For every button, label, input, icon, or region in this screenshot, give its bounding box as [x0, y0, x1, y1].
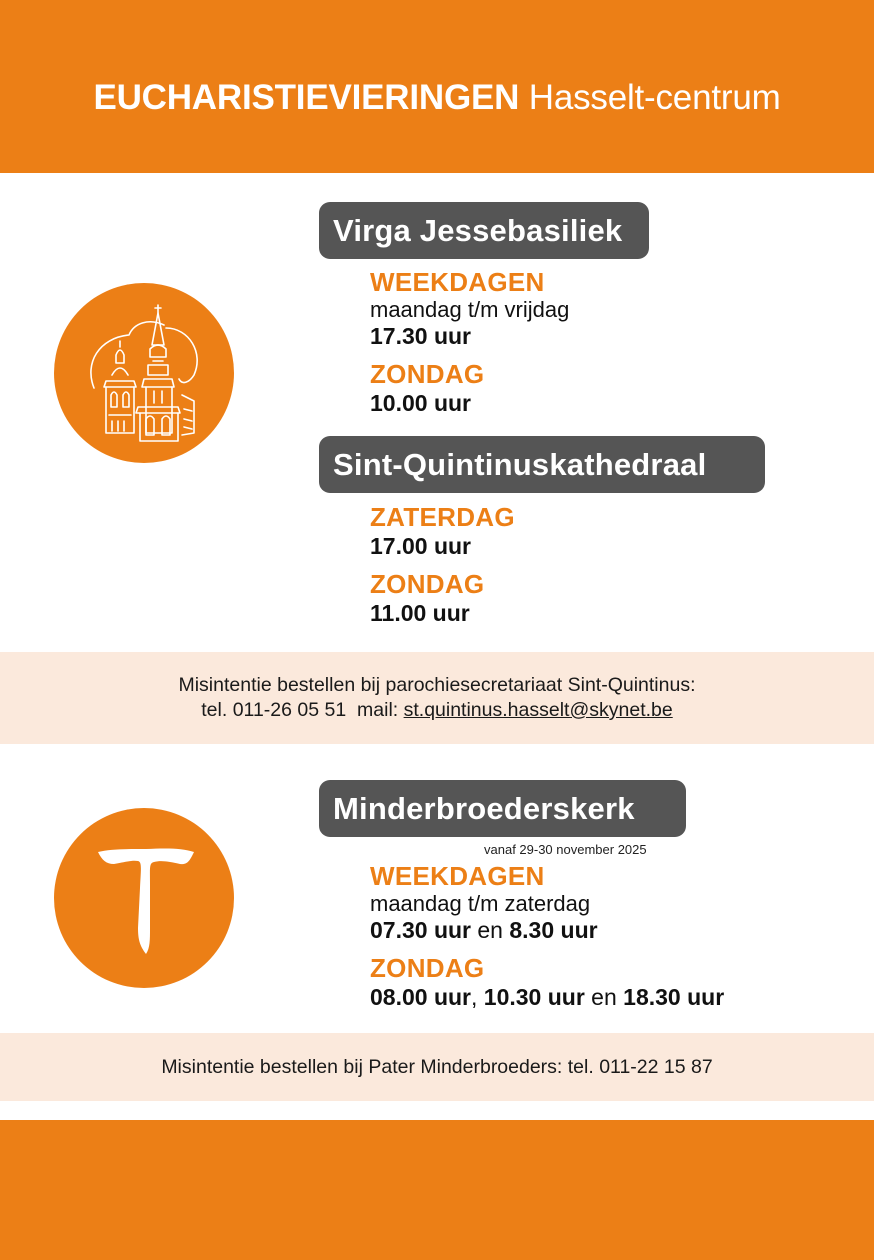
church-towers-drawing-icon: [54, 283, 234, 463]
schedule-sint-quintinuskathedraal: [370, 503, 515, 627]
mass-time: 17.30 uur: [370, 323, 471, 349]
mass-times: [370, 916, 724, 944]
mass-time: 11.00 uur: [370, 600, 470, 626]
church-name-virga-jessebasiliek: Virga Jessebasiliek: [319, 202, 649, 259]
info-line: Misintentie bestellen bij Pater Minderbroeders: tel. 011-22 15 87: [161, 1055, 713, 1078]
footer-band: [0, 1120, 874, 1260]
page-title-location: Hasselt-centrum: [528, 77, 781, 117]
email-link[interactable]: st.quintinus.hasselt@skynet.be: [403, 699, 673, 721]
conjunction: en: [471, 917, 510, 943]
schedule-block-weekdagen: [370, 862, 724, 944]
tau-cross-icon: [54, 808, 234, 988]
conjunction: en: [584, 984, 624, 1010]
mass-time: 08.00 uur: [370, 984, 471, 1010]
day-label: WEEKDAGEN: [370, 267, 545, 297]
mass-time: 17.00 uur: [370, 533, 471, 559]
header-band: [0, 0, 874, 173]
day-subtitle: maandag t/m zaterdag: [370, 891, 591, 916]
day-label: ZONDAG: [370, 953, 485, 983]
separator: ,: [471, 984, 484, 1010]
schedule-block-zaterdag: [370, 503, 515, 560]
info-line-contact: [201, 698, 672, 723]
effective-date-note: vanaf 29-30 november 2025: [484, 842, 647, 857]
info-line: Misintentie bestellen bij parochiesecretariaat Sint-Quintinus:: [178, 674, 696, 696]
page-title-bold: EUCHARISTIEVIERINGEN: [93, 77, 520, 117]
day-subtitle: maandag t/m vrijdag: [370, 297, 570, 322]
phone-text: tel. 011-26 05 51 mail:: [201, 699, 404, 721]
day-label: ZATERDAG: [370, 502, 515, 532]
schedule-block-zondag: [370, 360, 569, 417]
schedule-virga-jessebasiliek: [370, 268, 569, 417]
mass-time: 07.30 uur: [370, 917, 471, 943]
mass-times: [370, 983, 724, 1011]
info-band-sint-quintinus: [0, 652, 874, 744]
day-label: ZONDAG: [370, 569, 485, 599]
mass-time: 18.30 uur: [623, 984, 725, 1010]
schedule-block-weekdagen: [370, 268, 569, 350]
day-label: WEEKDAGEN: [370, 861, 545, 891]
church-name-minderbroederskerk: Minderbroederskerk: [319, 780, 686, 837]
mass-time: 8.30 uur: [509, 917, 598, 943]
church-name-sint-quintinuskathedraal: Sint-Quintinuskathedraal: [319, 436, 765, 493]
mass-time: 10.30 uur: [483, 984, 585, 1010]
schedule-block-zondag: [370, 954, 724, 1011]
mass-time: 10.00 uur: [370, 390, 471, 416]
page-title: [93, 56, 780, 118]
schedule-minderbroederskerk: [370, 862, 724, 1011]
info-band-minderbroeders: [0, 1033, 874, 1101]
schedule-block-zondag: [370, 570, 515, 627]
day-label: ZONDAG: [370, 359, 485, 389]
